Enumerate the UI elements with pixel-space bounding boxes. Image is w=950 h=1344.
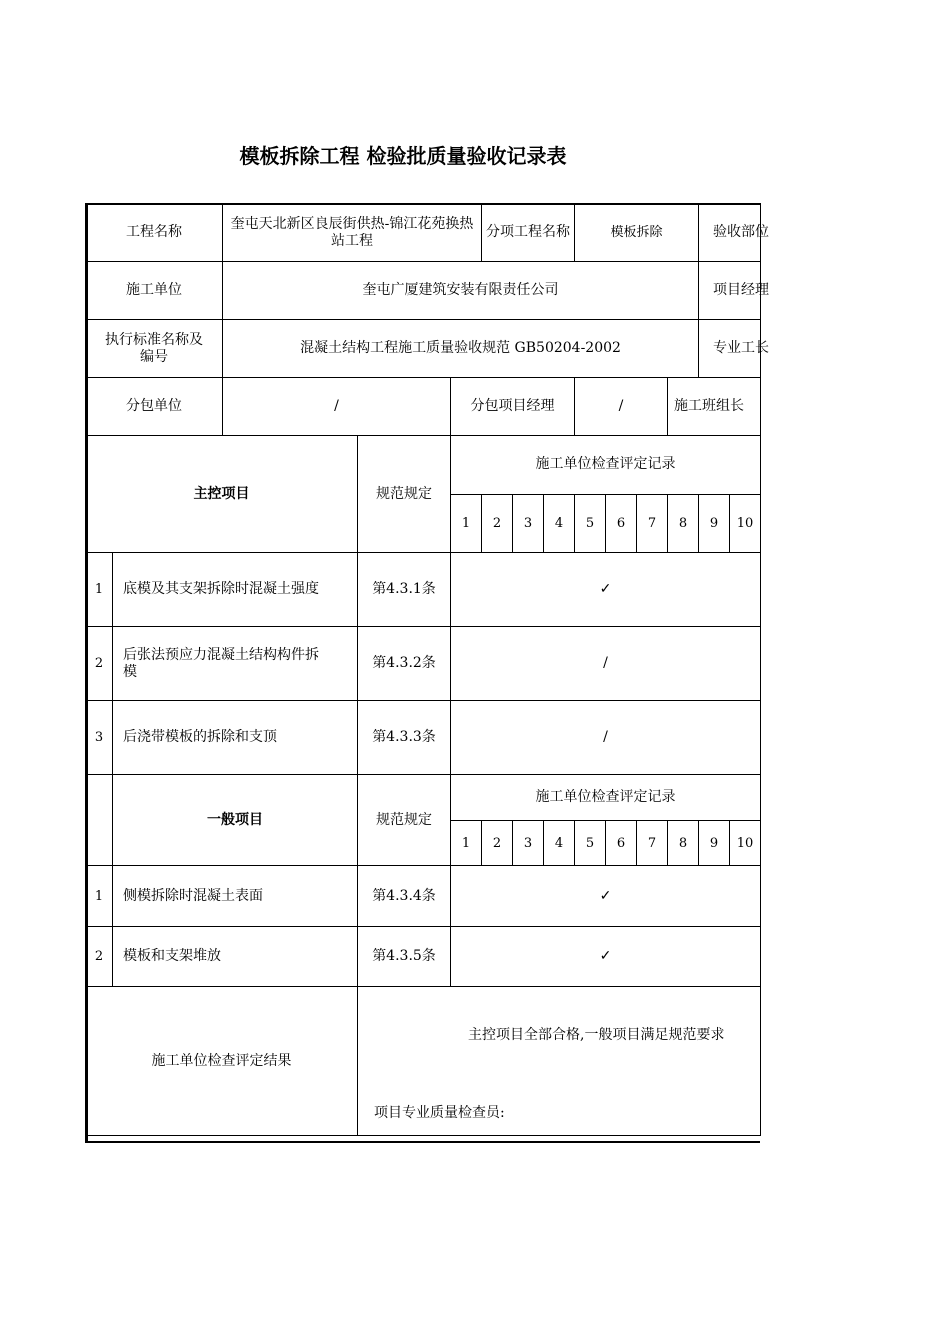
column-number: 9 [699, 821, 730, 866]
item-number: 1 [86, 866, 113, 927]
item-number: 2 [86, 627, 113, 701]
result-text: 主控项目全部合格,一般项目满足规范要求 [468, 1027, 725, 1043]
team-leader-label: 施工班组长 [668, 378, 761, 436]
column-number: 6 [606, 494, 637, 553]
result-cell [358, 987, 761, 1136]
general-spec-label: 规范规定 [358, 775, 451, 866]
column-number: 1 [451, 821, 482, 866]
item-name: 后浇带模板的拆除和支顶 [113, 701, 358, 775]
main-control-record-label: 施工单位检查评定记录 [451, 436, 761, 495]
item-result: ✓ [451, 553, 761, 627]
item-number: 3 [86, 701, 113, 775]
main-control-spec-label: 规范规定 [358, 436, 451, 553]
column-number: 6 [606, 821, 637, 866]
column-number: 8 [668, 821, 699, 866]
contractor-label: 施工单位 [86, 262, 223, 320]
row-main-control-header [86, 436, 761, 495]
column-number: 5 [575, 494, 606, 553]
sub-pm-value: / [575, 378, 668, 436]
item-spec: 第4.3.3条 [358, 701, 451, 775]
subitem-value: 模板拆除 [575, 204, 699, 262]
general-item-row [86, 927, 761, 987]
main-control-section-label: 主控项目 [86, 436, 358, 553]
inspector-label: 项目专业质量检查员: [374, 1105, 505, 1121]
column-number: 1 [451, 494, 482, 553]
item-name: 后张法预应力混凝土结构构件拆模 [113, 627, 358, 701]
column-number: 5 [575, 821, 606, 866]
general-section-label: 一般项目 [113, 775, 358, 866]
item-spec: 第4.3.2条 [358, 627, 451, 701]
column-number: 2 [482, 494, 513, 553]
standard-value: 混凝土结构工程施工质量验收规范 GB50204-2002 [223, 320, 699, 378]
main-control-item-row [86, 553, 761, 627]
item-result: / [451, 701, 761, 775]
main-control-item-row [86, 701, 761, 775]
item-number: 2 [86, 927, 113, 987]
foreman-label: 专业工长 [699, 320, 761, 378]
subcontractor-label: 分包单位 [86, 378, 223, 436]
item-result: ✓ [451, 927, 761, 987]
column-number: 8 [668, 494, 699, 553]
contractor-value: 奎屯广厦建筑安装有限责任公司 [223, 262, 699, 320]
column-number: 7 [637, 494, 668, 553]
item-name: 底模及其支架拆除时混凝土强度 [113, 553, 358, 627]
column-number: 3 [513, 494, 544, 553]
item-result: ✓ [451, 866, 761, 927]
row-general-header [86, 775, 761, 821]
inspection-table [85, 203, 770, 1136]
general-number-spacer [86, 775, 113, 866]
general-item-row [86, 866, 761, 927]
main-control-item-row [86, 627, 761, 701]
column-number: 4 [544, 494, 575, 553]
subcontractor-value: / [223, 378, 451, 436]
item-spec: 第4.3.1条 [358, 553, 451, 627]
column-number: 2 [482, 821, 513, 866]
column-number: 7 [637, 821, 668, 866]
sub-pm-label: 分包项目经理 [451, 378, 575, 436]
column-number: 9 [699, 494, 730, 553]
row-project-name [86, 204, 761, 262]
result-label: 施工单位检查评定结果 [86, 987, 358, 1136]
project-name-value: 奎屯天北新区良辰街供热-锦江花苑换热站工程 [223, 204, 482, 262]
row-contractor [86, 262, 761, 320]
item-number: 1 [86, 553, 113, 627]
item-spec: 第4.3.4条 [358, 866, 451, 927]
column-number: 10 [730, 821, 761, 866]
page-title: 模板拆除工程 检验批质量验收记录表 [239, 144, 567, 168]
general-record-label: 施工单位检查评定记录 [451, 775, 761, 821]
row-subcontractor [86, 378, 761, 436]
acceptance-part-label: 验收部位 [699, 204, 761, 262]
project-name-label: 工程名称 [86, 204, 223, 262]
item-name: 模板和支架堆放 [113, 927, 358, 987]
inspection-table-container [85, 203, 770, 1145]
column-number: 4 [544, 821, 575, 866]
row-result [86, 987, 761, 1136]
item-name: 侧模拆除时混凝土表面 [113, 866, 358, 927]
item-spec: 第4.3.5条 [358, 927, 451, 987]
row-standard [86, 320, 761, 378]
project-manager-label: 项目经理 [699, 262, 761, 320]
column-number: 10 [730, 494, 761, 553]
standard-label: 执行标准名称及编号 [86, 320, 223, 378]
column-number: 3 [513, 821, 544, 866]
item-result: / [451, 627, 761, 701]
subitem-label: 分项工程名称 [482, 204, 575, 262]
